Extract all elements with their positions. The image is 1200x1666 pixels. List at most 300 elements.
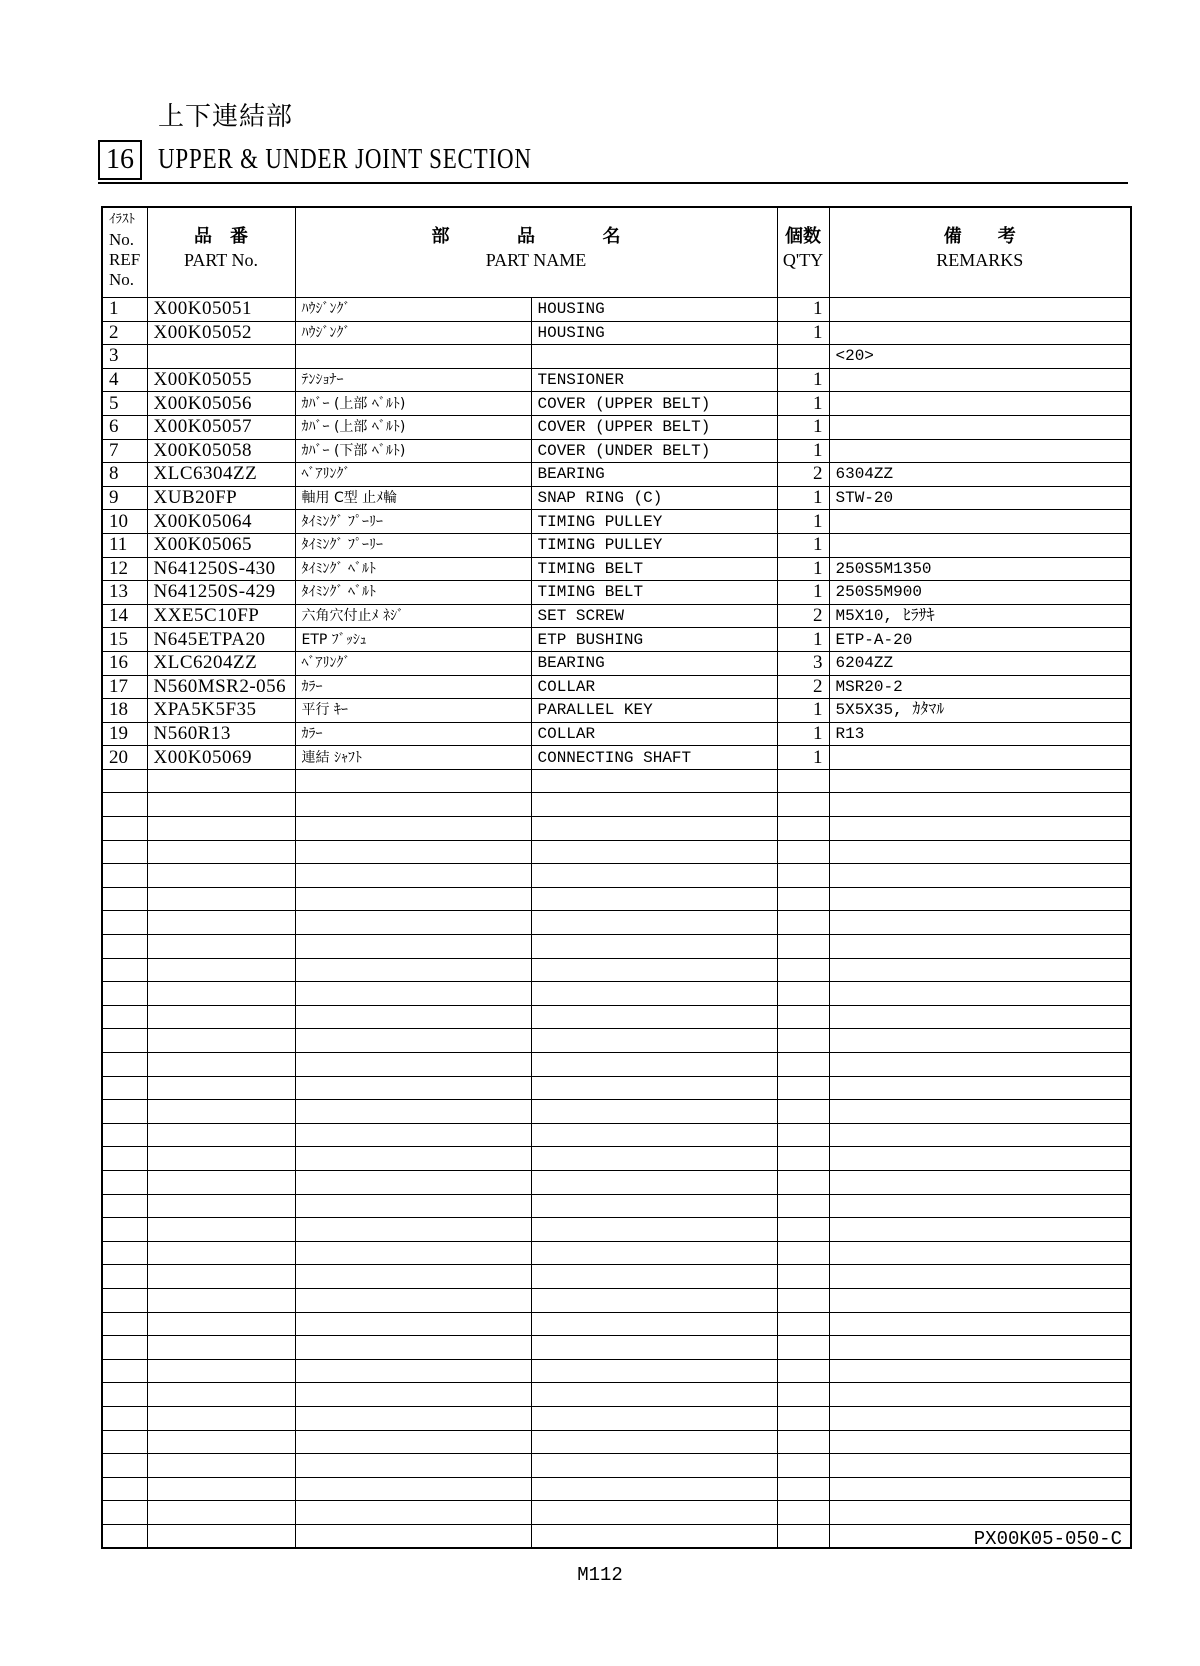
cell-part-name-en [531, 1406, 777, 1430]
cell-ref-no [102, 1312, 147, 1336]
cell-qty [777, 840, 829, 864]
table-row [102, 911, 1131, 935]
cell-ref-no [102, 1406, 147, 1430]
cell-qty: 1 [777, 368, 829, 392]
cell-part-no [147, 1359, 295, 1383]
cell-part-name-jp: ﾀｲﾐﾝｸﾞ ﾍﾞﾙﾄ [295, 557, 531, 581]
cell-qty [777, 1170, 829, 1194]
cell-ref-no [102, 1005, 147, 1029]
cell-part-name-jp [295, 982, 531, 1006]
header-remarks-jp: 備 考 [943, 226, 1016, 247]
cell-part-no [147, 1383, 295, 1407]
cell-qty [777, 887, 829, 911]
cell-remarks: M5X10, ﾋﾗｻｷ [829, 604, 1131, 628]
cell-ref-no [102, 1053, 147, 1077]
cell-part-name-jp [295, 1383, 531, 1407]
cell-remarks [829, 415, 1131, 439]
table-row [102, 1406, 1131, 1430]
cell-part-name-en [531, 1477, 777, 1501]
cell-part-name-jp [295, 840, 531, 864]
cell-part-no: XUB20FP [147, 486, 295, 510]
cell-qty [777, 793, 829, 817]
cell-part-no [147, 958, 295, 982]
cell-part-name-en [531, 911, 777, 935]
cell-part-no [147, 1524, 295, 1548]
cell-remarks [829, 1359, 1131, 1383]
cell-part-name-en: TIMING BELT [531, 557, 777, 581]
cell-part-name-en [531, 958, 777, 982]
cell-remarks [829, 1312, 1131, 1336]
table-row [102, 1241, 1131, 1265]
table-row [102, 958, 1131, 982]
cell-remarks [829, 321, 1131, 345]
cell-part-name-jp [295, 958, 531, 982]
cell-part-name-en [531, 1501, 777, 1525]
cell-part-name-jp [295, 1265, 531, 1289]
cell-part-name-jp [295, 887, 531, 911]
cell-part-name-en [531, 1029, 777, 1053]
cell-remarks [829, 1430, 1131, 1454]
cell-part-name-jp [295, 1005, 531, 1029]
cell-part-name-en: COVER (UPPER BELT) [531, 415, 777, 439]
cell-part-name-en: PARALLEL KEY [531, 699, 777, 723]
cell-part-name-jp: ﾀｲﾐﾝｸﾞ ﾌﾟｰﾘｰ [295, 510, 531, 534]
cell-part-name-en: COVER (UNDER BELT) [531, 439, 777, 463]
parts-table [101, 206, 1132, 1549]
cell-part-name-en [531, 1005, 777, 1029]
cell-part-name-en [531, 1430, 777, 1454]
cell-qty [777, 935, 829, 959]
cell-remarks [829, 1029, 1131, 1053]
cell-remarks [829, 1100, 1131, 1124]
cell-part-name-jp: 平行 ｷｰ [295, 699, 531, 723]
table-row [102, 604, 1131, 628]
cell-part-no [147, 1312, 295, 1336]
cell-qty: 1 [777, 557, 829, 581]
cell-part-name-en [531, 864, 777, 888]
cell-part-no: N645ETPA20 [147, 628, 295, 652]
table-row [102, 840, 1131, 864]
parts-table-body [102, 298, 1131, 1549]
cell-part-no: X00K05064 [147, 510, 295, 534]
cell-remarks: STW-20 [829, 486, 1131, 510]
cell-remarks [829, 1336, 1131, 1360]
cell-part-name-jp: ﾀｲﾐﾝｸﾞ ﾌﾟｰﾘｰ [295, 533, 531, 557]
cell-ref-no: 12 [102, 557, 147, 581]
cell-part-name-jp: ｶﾊﾞｰ (上部 ﾍﾞﾙﾄ) [295, 392, 531, 416]
cell-remarks [829, 840, 1131, 864]
cell-remarks [829, 368, 1131, 392]
table-row [102, 1312, 1131, 1336]
cell-part-no [147, 1288, 295, 1312]
cell-ref-no [102, 958, 147, 982]
cell-qty: 1 [777, 415, 829, 439]
cell-qty [777, 1123, 829, 1147]
cell-part-name-jp [295, 1100, 531, 1124]
cell-qty [777, 1524, 829, 1548]
cell-part-name-jp [295, 1241, 531, 1265]
cell-part-no [147, 1076, 295, 1100]
table-row [102, 345, 1131, 369]
cell-part-name-jp [295, 1477, 531, 1501]
cell-part-no [147, 935, 295, 959]
cell-remarks [829, 746, 1131, 770]
section-number: 16 [98, 140, 142, 180]
cell-part-name-en [531, 1383, 777, 1407]
cell-ref-no: 6 [102, 415, 147, 439]
cell-part-name-en [531, 840, 777, 864]
header-part-name [295, 207, 777, 298]
cell-part-name-en [531, 1218, 777, 1242]
table-row [102, 722, 1131, 746]
cell-part-no [147, 345, 295, 369]
cell-part-name-jp: ETP ﾌﾞｯｼｭ [295, 628, 531, 652]
table-row [102, 486, 1131, 510]
cell-remarks [829, 1454, 1131, 1478]
table-row [102, 769, 1131, 793]
cell-part-name-jp [295, 1359, 531, 1383]
header-ref-no [102, 207, 147, 298]
table-row [102, 392, 1131, 416]
header-part-no-en: PART No. [184, 250, 258, 270]
cell-qty [777, 1430, 829, 1454]
cell-part-name-jp: ｶﾗｰ [295, 675, 531, 699]
cell-part-name-en [531, 887, 777, 911]
header-qty [777, 207, 829, 298]
cell-ref-no: 4 [102, 368, 147, 392]
cell-part-name-jp: ﾃﾝｼｮﾅｰ [295, 368, 531, 392]
cell-qty [777, 1336, 829, 1360]
table-row [102, 1194, 1131, 1218]
cell-qty [777, 817, 829, 841]
cell-part-no: XLC6304ZZ [147, 463, 295, 487]
cell-qty: 1 [777, 722, 829, 746]
cell-qty: 2 [777, 675, 829, 699]
table-row [102, 1123, 1131, 1147]
cell-part-name-en [531, 1454, 777, 1478]
cell-qty [777, 1265, 829, 1289]
cell-part-no [147, 793, 295, 817]
cell-ref-no: 19 [102, 722, 147, 746]
header-remarks [829, 207, 1131, 298]
cell-ref-no [102, 1524, 147, 1548]
cell-part-name-jp: ﾍﾞｱﾘﾝｸﾞ [295, 463, 531, 487]
cell-remarks [829, 533, 1131, 557]
table-row [102, 463, 1131, 487]
header-ref-no2: No. [109, 270, 135, 289]
cell-ref-no [102, 911, 147, 935]
cell-qty [777, 1501, 829, 1525]
cell-part-name-en [531, 1241, 777, 1265]
cell-part-no [147, 982, 295, 1006]
cell-qty: 1 [777, 392, 829, 416]
cell-part-no: N641250S-430 [147, 557, 295, 581]
cell-qty [777, 1029, 829, 1053]
cell-qty: 1 [777, 581, 829, 605]
cell-remarks [829, 510, 1131, 534]
table-row [102, 533, 1131, 557]
cell-ref-no [102, 1454, 147, 1478]
cell-remarks [829, 911, 1131, 935]
cell-remarks [829, 392, 1131, 416]
cell-qty [777, 982, 829, 1006]
cell-qty [777, 1218, 829, 1242]
cell-qty: 1 [777, 510, 829, 534]
cell-ref-no [102, 1100, 147, 1124]
table-row [102, 1218, 1131, 1242]
cell-part-name-jp: ﾊｳｼﾞﾝｸﾞ [295, 321, 531, 345]
cell-remarks [829, 935, 1131, 959]
cell-remarks [829, 1288, 1131, 1312]
cell-qty [777, 864, 829, 888]
cell-ref-no: 16 [102, 651, 147, 675]
cell-qty: 1 [777, 533, 829, 557]
cell-qty: 3 [777, 651, 829, 675]
cell-part-no: XXE5C10FP [147, 604, 295, 628]
table-row [102, 415, 1131, 439]
cell-qty [777, 1100, 829, 1124]
table-row [102, 581, 1131, 605]
cell-remarks [829, 1076, 1131, 1100]
cell-remarks [829, 982, 1131, 1006]
cell-remarks [829, 439, 1131, 463]
table-row [102, 1336, 1131, 1360]
table-row [102, 1477, 1131, 1501]
cell-ref-no [102, 1359, 147, 1383]
cell-remarks [829, 864, 1131, 888]
header-ref-no-label: No. [109, 230, 135, 249]
cell-ref-no: 3 [102, 345, 147, 369]
table-row [102, 746, 1131, 770]
cell-ref-no: 8 [102, 463, 147, 487]
cell-part-name-jp [295, 864, 531, 888]
table-row [102, 510, 1131, 534]
cell-part-name-en [531, 1194, 777, 1218]
table-header-row [102, 207, 1131, 298]
cell-qty: 1 [777, 298, 829, 322]
cell-part-name-en [531, 817, 777, 841]
cell-qty [777, 1454, 829, 1478]
cell-qty [777, 958, 829, 982]
cell-qty: 2 [777, 463, 829, 487]
cell-part-name-en: SET SCREW [531, 604, 777, 628]
cell-part-name-jp [295, 1406, 531, 1430]
cell-part-name-en: HOUSING [531, 298, 777, 322]
cell-part-name-jp [295, 793, 531, 817]
cell-ref-no [102, 1265, 147, 1289]
cell-part-name-jp [295, 817, 531, 841]
table-row [102, 1430, 1131, 1454]
cell-part-name-jp [295, 935, 531, 959]
cell-qty [777, 1241, 829, 1265]
cell-part-name-en [531, 345, 777, 369]
cell-ref-no: 9 [102, 486, 147, 510]
cell-part-no: X00K05051 [147, 298, 295, 322]
cell-ref-no [102, 1477, 147, 1501]
table-row [102, 628, 1131, 652]
cell-ref-no [102, 982, 147, 1006]
table-row [102, 1383, 1131, 1407]
cell-part-no [147, 840, 295, 864]
cell-qty [777, 345, 829, 369]
cell-ref-no [102, 1194, 147, 1218]
cell-part-name-jp [295, 1288, 531, 1312]
cell-part-name-en [531, 1524, 777, 1548]
cell-part-no [147, 769, 295, 793]
cell-part-name-jp: ｶﾊﾞｰ (下部 ﾍﾞﾙﾄ) [295, 439, 531, 463]
page-number: M112 [577, 1564, 623, 1586]
cell-part-name-en: SNAP RING (C) [531, 486, 777, 510]
cell-part-name-en [531, 1312, 777, 1336]
cell-ref-no: 20 [102, 746, 147, 770]
cell-remarks [829, 1501, 1131, 1525]
cell-part-name-en: ETP BUSHING [531, 628, 777, 652]
cell-part-name-jp: ﾀｲﾐﾝｸﾞ ﾍﾞﾙﾄ [295, 581, 531, 605]
cell-part-no [147, 1029, 295, 1053]
cell-ref-no: 11 [102, 533, 147, 557]
cell-qty: 1 [777, 321, 829, 345]
table-row [102, 1005, 1131, 1029]
cell-remarks: 6304ZZ [829, 463, 1131, 487]
cell-ref-no [102, 769, 147, 793]
cell-qty [777, 1359, 829, 1383]
cell-part-no [147, 1100, 295, 1124]
cell-part-name-jp [295, 1029, 531, 1053]
table-row [102, 935, 1131, 959]
cell-remarks: 250S5M900 [829, 581, 1131, 605]
cell-part-name-en [531, 1147, 777, 1171]
cell-qty [777, 1477, 829, 1501]
table-row [102, 1170, 1131, 1194]
cell-ref-no [102, 935, 147, 959]
cell-qty [777, 1076, 829, 1100]
cell-part-no [147, 1265, 295, 1289]
cell-part-name-jp [295, 1147, 531, 1171]
cell-part-name-en: BEARING [531, 463, 777, 487]
table-row [102, 1029, 1131, 1053]
cell-part-no: N560MSR2-056 [147, 675, 295, 699]
cell-part-name-jp: ｶﾊﾞｰ (上部 ﾍﾞﾙﾄ) [295, 415, 531, 439]
cell-ref-no: 2 [102, 321, 147, 345]
cell-part-name-en [531, 1123, 777, 1147]
section-title-jp: 上下連結部 [158, 102, 294, 132]
cell-qty: 2 [777, 604, 829, 628]
cell-part-no: X00K05056 [147, 392, 295, 416]
cell-part-no: N560R13 [147, 722, 295, 746]
cell-part-name-jp [295, 1076, 531, 1100]
cell-part-name-jp: 六角穴付止ﾒ ﾈｼﾞ [295, 604, 531, 628]
cell-qty [777, 1194, 829, 1218]
cell-ref-no: 7 [102, 439, 147, 463]
cell-remarks [829, 1477, 1131, 1501]
cell-remarks [829, 1005, 1131, 1029]
cell-part-no [147, 817, 295, 841]
table-row [102, 699, 1131, 723]
cell-part-no [147, 1477, 295, 1501]
title-divider [98, 182, 1128, 184]
cell-part-no [147, 1406, 295, 1430]
cell-part-name-jp: ﾊｳｼﾞﾝｸﾞ [295, 298, 531, 322]
cell-ref-no: 5 [102, 392, 147, 416]
cell-part-no [147, 864, 295, 888]
cell-part-no: X00K05057 [147, 415, 295, 439]
cell-part-no [147, 1501, 295, 1525]
header-ref-jp: ｲﾗｽﾄ [109, 212, 135, 227]
cell-part-name-en [531, 1288, 777, 1312]
cell-ref-no [102, 887, 147, 911]
cell-part-name-jp [295, 1218, 531, 1242]
cell-part-name-en [531, 935, 777, 959]
cell-part-name-en: COLLAR [531, 722, 777, 746]
cell-part-no [147, 887, 295, 911]
cell-remarks [829, 1170, 1131, 1194]
header-part-name-jp-2: 品 [517, 226, 535, 247]
cell-part-name-jp [295, 1501, 531, 1525]
cell-part-no [147, 1430, 295, 1454]
cell-qty [777, 1312, 829, 1336]
cell-part-name-jp [295, 1430, 531, 1454]
table-row [102, 1265, 1131, 1289]
cell-remarks [829, 769, 1131, 793]
cell-part-name-jp [295, 345, 531, 369]
cell-part-name-jp [295, 911, 531, 935]
cell-qty: 1 [777, 486, 829, 510]
cell-part-name-en: HOUSING [531, 321, 777, 345]
header-qty-en: Q'TY [782, 250, 824, 270]
cell-part-name-jp [295, 1454, 531, 1478]
cell-qty [777, 1147, 829, 1171]
cell-ref-no [102, 1288, 147, 1312]
cell-part-no: XLC6204ZZ [147, 651, 295, 675]
cell-part-no [147, 1053, 295, 1077]
cell-part-no [147, 1454, 295, 1478]
table-row [102, 1501, 1131, 1525]
cell-ref-no [102, 1076, 147, 1100]
cell-part-name-en [531, 1336, 777, 1360]
cell-part-no [147, 1147, 295, 1171]
table-row [102, 1053, 1131, 1077]
cell-qty [777, 769, 829, 793]
cell-ref-no: 1 [102, 298, 147, 322]
section-title-en: UPPER & UNDER JOINT SECTION [158, 144, 532, 175]
cell-ref-no [102, 793, 147, 817]
cell-qty [777, 1005, 829, 1029]
cell-remarks [829, 1383, 1131, 1407]
table-row [102, 1100, 1131, 1124]
cell-part-no: X00K05052 [147, 321, 295, 345]
header-part-name-jp-3: 名 [602, 226, 621, 247]
cell-remarks: MSR20-2 [829, 675, 1131, 699]
cell-part-no: X00K05069 [147, 746, 295, 770]
cell-part-no [147, 1005, 295, 1029]
table-row [102, 557, 1131, 581]
cell-part-no: N641250S-429 [147, 581, 295, 605]
cell-remarks [829, 1218, 1131, 1242]
cell-part-no: X00K05065 [147, 533, 295, 557]
cell-ref-no [102, 1241, 147, 1265]
table-row [102, 1147, 1131, 1171]
cell-remarks [829, 817, 1131, 841]
cell-remarks: 6204ZZ [829, 651, 1131, 675]
cell-ref-no [102, 1218, 147, 1242]
header-part-no [147, 207, 295, 298]
cell-part-name-en [531, 1265, 777, 1289]
cell-part-name-en: BEARING [531, 651, 777, 675]
cell-ref-no [102, 1501, 147, 1525]
cell-part-no [147, 1336, 295, 1360]
cell-ref-no [102, 817, 147, 841]
table-row [102, 817, 1131, 841]
